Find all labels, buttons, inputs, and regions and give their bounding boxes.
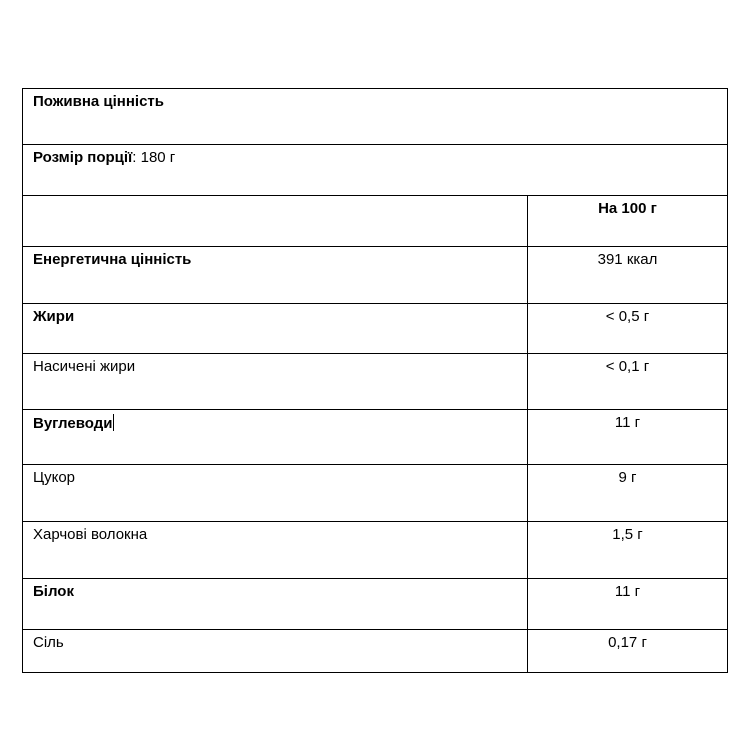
nutrient-name-cell[interactable]	[23, 579, 528, 629]
nutrient-value-cell[interactable]	[528, 410, 727, 464]
nutrient-name-cell[interactable]	[23, 522, 528, 578]
table-row	[23, 304, 727, 354]
nutrient-name: Білок	[33, 583, 74, 600]
nutrient-name-cell[interactable]	[23, 410, 528, 464]
nutrient-name: Цукор	[33, 469, 76, 486]
nutrient-value-cell[interactable]	[528, 522, 727, 578]
serving-cell[interactable]	[23, 145, 727, 170]
nutrition-table	[22, 88, 728, 673]
nutrient-value: 9 г	[618, 469, 637, 486]
nutrient-name: Харчові волокна	[33, 526, 148, 543]
table-title: Поживна цінність	[33, 93, 164, 110]
nutrient-name: Вуглеводи	[33, 415, 113, 432]
header-value-cell[interactable]	[528, 196, 727, 246]
table-row	[23, 522, 727, 579]
serving-row	[23, 145, 727, 196]
title-row	[23, 89, 727, 145]
column-header: На 100 г	[598, 200, 657, 217]
nutrient-value: 11 г	[614, 414, 641, 431]
nutrient-value-cell[interactable]	[528, 304, 727, 353]
title-cell[interactable]	[23, 89, 727, 114]
nutrient-value: 391 ккал	[597, 251, 658, 268]
nutrient-value-cell[interactable]	[528, 247, 727, 303]
table-row	[23, 579, 727, 630]
nutrient-value-cell[interactable]	[528, 465, 727, 521]
table-row	[23, 410, 727, 465]
nutrient-value-cell[interactable]	[528, 354, 727, 409]
nutrient-name-cell[interactable]	[23, 465, 528, 521]
nutrient-value: 11 г	[614, 583, 641, 600]
nutrient-value-cell[interactable]	[528, 630, 727, 672]
nutrient-name: Насичені жири	[33, 358, 136, 375]
nutrient-name-cell[interactable]	[23, 304, 528, 353]
table-row	[23, 247, 727, 304]
nutrient-value: < 0,1 г	[605, 358, 650, 375]
nutrient-name-cell[interactable]	[23, 354, 528, 409]
table-row	[23, 630, 727, 672]
serving-label: Розмір порції	[33, 149, 133, 166]
table-row	[23, 465, 727, 522]
text-cursor	[113, 414, 114, 431]
header-row	[23, 196, 727, 247]
nutrient-value: < 0,5 г	[605, 308, 650, 325]
nutrient-name-cell[interactable]	[23, 247, 528, 303]
serving-value: 180 г	[136, 149, 176, 166]
serving-separator: :	[132, 149, 137, 166]
nutrient-value: 1,5 г	[612, 526, 643, 543]
table-row	[23, 354, 727, 410]
nutrient-value: 0,17 г	[608, 634, 647, 651]
nutrient-value-cell[interactable]	[528, 579, 727, 629]
nutrient-name: Жири	[33, 308, 75, 325]
header-empty-cell[interactable]	[23, 196, 528, 246]
nutrient-name: Енергетична цінність	[33, 251, 192, 268]
nutrient-name-cell[interactable]	[23, 630, 528, 672]
nutrient-name: Сіль	[33, 634, 64, 651]
